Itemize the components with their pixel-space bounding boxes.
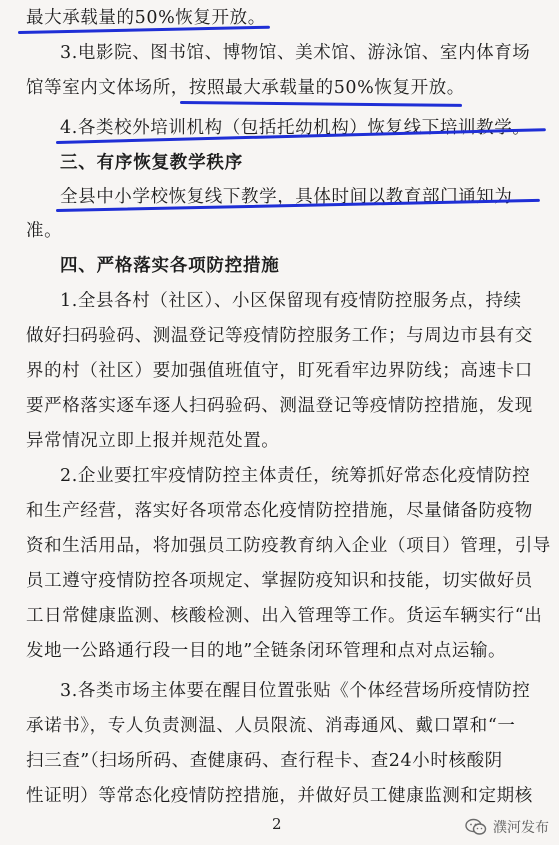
text-line-19: 发地一公路通行段一目的地”全链条闭环管理和点对点运输。 bbox=[26, 641, 507, 661]
page-number: 2 bbox=[272, 815, 282, 833]
text-line-22: 扫三查”（扫场所码、查健康码、查行程卡、查24小时核酸阴 bbox=[26, 751, 503, 771]
watermark-text: 濮河发布 bbox=[493, 820, 549, 836]
text-line-9: 1.全县各村（社区）、小区保留现有疫情防控服务点，持续 bbox=[60, 291, 522, 311]
text-line-13: 异常情况立即上报并规范处置。 bbox=[26, 431, 280, 451]
watermark bbox=[465, 817, 549, 837]
text-line-15: 和生产经营，落实好各项常态化疫情防控措施，尽量储备防疫物 bbox=[26, 501, 533, 521]
section-heading-3: 三、有序恢复教学秩序 bbox=[60, 153, 243, 173]
text-line-1: 最大承载量的50%恢复开放。 bbox=[26, 8, 266, 28]
text-line-4: 4.各类校外培训机构（包括托幼机构）恢复线下培训教学。 bbox=[60, 118, 531, 138]
text-line-17: 员工遵守疫情防控各项规定、掌握防疫知识和技能，切实做好员 bbox=[26, 571, 533, 591]
text-line-6: 全县中小学校恢复线下教学，具体时间以教育部门通知为 bbox=[60, 187, 513, 207]
text-line-10: 做好扫码验码、测温登记等疫情防控服务工作；与周边市县有交 bbox=[26, 326, 533, 346]
highlight-underline-2 bbox=[180, 101, 462, 107]
text-line-21: 承诺书》，专人负责测温、人员限流、消毒通风、戴口罩和“一 bbox=[26, 716, 516, 736]
text-line-3: 馆等室内文体场所，按照最大承载量的50%恢复开放。 bbox=[26, 78, 465, 98]
text-line-20: 3.各类市场主体要在醒目位置张贴《个体经营场所疫情防控 bbox=[60, 681, 531, 701]
text-line-12: 要严格落实逐车逐人扫码验码、测温登记等疫情防控措施，发现 bbox=[26, 396, 533, 416]
text-line-2: 3.电影院、图书馆、博物馆、美术馆、游泳馆、室内体育场 bbox=[60, 43, 531, 63]
text-line-18: 工日常健康监测、核酸检测、出入管理等工作。货运车辆实行“出 bbox=[26, 606, 543, 626]
text-line-7: 准。 bbox=[26, 221, 63, 241]
section-heading-4: 四、严格落实各项防控措施 bbox=[60, 256, 280, 276]
text-line-23: 性证明）等常态化疫情防控措施，并做好员工健康监测和定期核 bbox=[26, 786, 533, 806]
text-line-16: 资和生活用品，将加强员工防疫教育纳入企业（项目）管理，引导 bbox=[26, 536, 551, 556]
wechat-icon bbox=[465, 818, 487, 836]
text-line-11: 界的村（社区）要加强值班值守，盯死看牢边界防线；高速卡口 bbox=[26, 361, 533, 381]
text-line-14: 2.企业要扛牢疫情防控主体责任，统筹抓好常态化疫情防控 bbox=[60, 466, 531, 486]
